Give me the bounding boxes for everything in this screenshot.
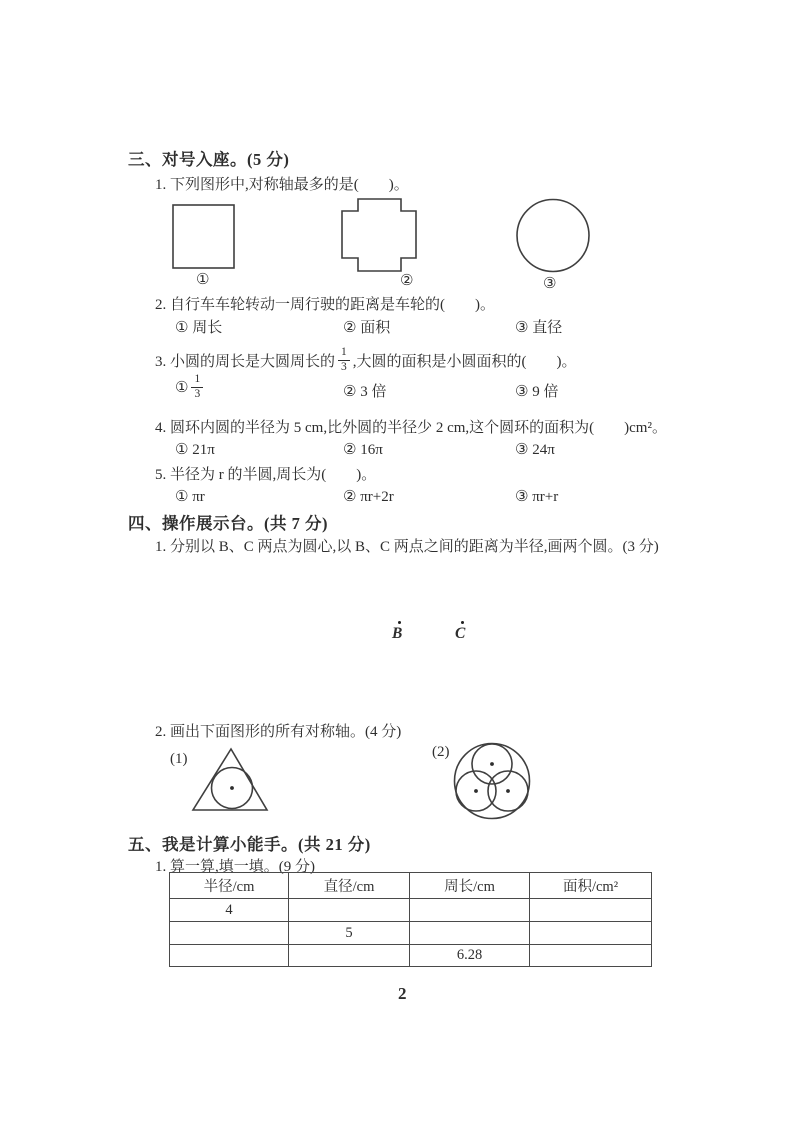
q3-2-option-3: ③ 直径 <box>515 320 563 336</box>
q3-4-option-3: ③ 24π <box>515 442 555 458</box>
q3-3-option-3: ③ 9 倍 <box>515 384 559 400</box>
fraction-one-third: $\frac{1}{3}$ <box>191 373 203 400</box>
subfigure-1-label: (1) <box>170 751 188 767</box>
figure-label-3: ③ <box>543 276 557 292</box>
three-circles-in-circle-figure <box>452 740 536 824</box>
question-4-1: 1. 分别以 B、C 两点为圆心,以 B、C 两点之间的距离为半径,画两个圆。(3 分) <box>155 539 659 555</box>
cross-figure <box>340 197 418 273</box>
section-3-heading: 三、对号入座。(5 分) <box>128 150 290 169</box>
cell-circumference-1 <box>410 899 530 922</box>
figure-label-1: ① <box>196 272 210 288</box>
point-b-label: B <box>392 625 403 642</box>
subfigure-2-label: (2) <box>432 744 450 760</box>
q3-4-option-2: ② 16π <box>343 442 383 458</box>
table-row <box>170 922 652 945</box>
cell-radius-2 <box>170 922 289 945</box>
question-4-2: 2. 画出下面图形的所有对称轴。(4 分) <box>155 724 402 740</box>
q3-3-option-1: ① $\frac{1}{3}$ <box>175 370 203 404</box>
col-header-area: 面积/cm² <box>530 873 652 899</box>
cell-area-1 <box>530 899 652 922</box>
cell-diameter-3 <box>289 945 410 967</box>
figure-label-2: ② <box>400 273 414 289</box>
section-5-heading: 五、我是计算小能手。(共 21 分) <box>128 835 371 854</box>
cell-circumference-2 <box>410 922 530 945</box>
cell-diameter-2: 5 <box>289 922 410 945</box>
col-header-radius: 半径/cm <box>170 873 289 899</box>
cell-area-2 <box>530 922 652 945</box>
table-row <box>170 899 652 922</box>
question-3-1: 1. 下列图形中,对称轴最多的是( )。 <box>155 177 409 193</box>
col-header-diameter: 直径/cm <box>289 873 410 899</box>
table-row <box>170 945 652 967</box>
point-c-dot <box>461 621 464 624</box>
q3-2-option-1: ① 周长 <box>175 320 223 336</box>
cell-radius-3 <box>170 945 289 967</box>
q3-3-text-post: ,大圆的面积是小圆面积的( )。 <box>352 353 577 370</box>
q3-2-option-2: ② 面积 <box>343 320 391 336</box>
square-figure <box>171 203 237 271</box>
col-header-circumference: 周长/cm <box>410 873 530 899</box>
section-4-heading: 四、操作展示台。(共 7 分) <box>128 514 328 533</box>
cell-diameter-1 <box>289 899 410 922</box>
triangle-inscribed-circle-figure <box>186 744 272 816</box>
q3-5-option-1: ① πr <box>175 489 205 505</box>
q3-5-option-3: ③ πr+r <box>515 489 559 505</box>
cell-area-3 <box>530 945 652 967</box>
question-5-1: 1. 算一算,填一填。(9 分) <box>155 859 315 875</box>
point-c-label: C <box>455 625 466 642</box>
q3-5-option-2: ② πr+2r <box>343 489 394 505</box>
cell-radius-1: 4 <box>170 899 289 922</box>
fraction-one-third: $\frac{1}{3}$ <box>338 346 350 373</box>
point-b-dot <box>398 621 401 624</box>
q3-4-option-1: ① 21π <box>175 442 215 458</box>
table-header-row <box>170 873 652 899</box>
q3-3-option-2: ② 3 倍 <box>343 384 387 400</box>
question-3-5: 5. 半径为 r 的半圆,周长为( )。 <box>155 467 377 483</box>
circle-figure <box>514 196 592 276</box>
calculation-table <box>169 872 652 967</box>
q3-3-text-pre: 3. 小圆的周长是大圆周长的 <box>155 353 336 370</box>
question-3-2: 2. 自行车车轮转动一周行驶的距离是车轮的( )。 <box>155 297 495 313</box>
question-3-3 <box>155 343 577 377</box>
question-3-4: 4. 圆环内圆的半径为 5 cm,比外圆的半径少 2 cm,这个圆环的面积为( )cm²。 <box>155 420 667 436</box>
cell-circumference-3: 6.28 <box>410 945 530 967</box>
page-number: 2 <box>398 984 407 1003</box>
